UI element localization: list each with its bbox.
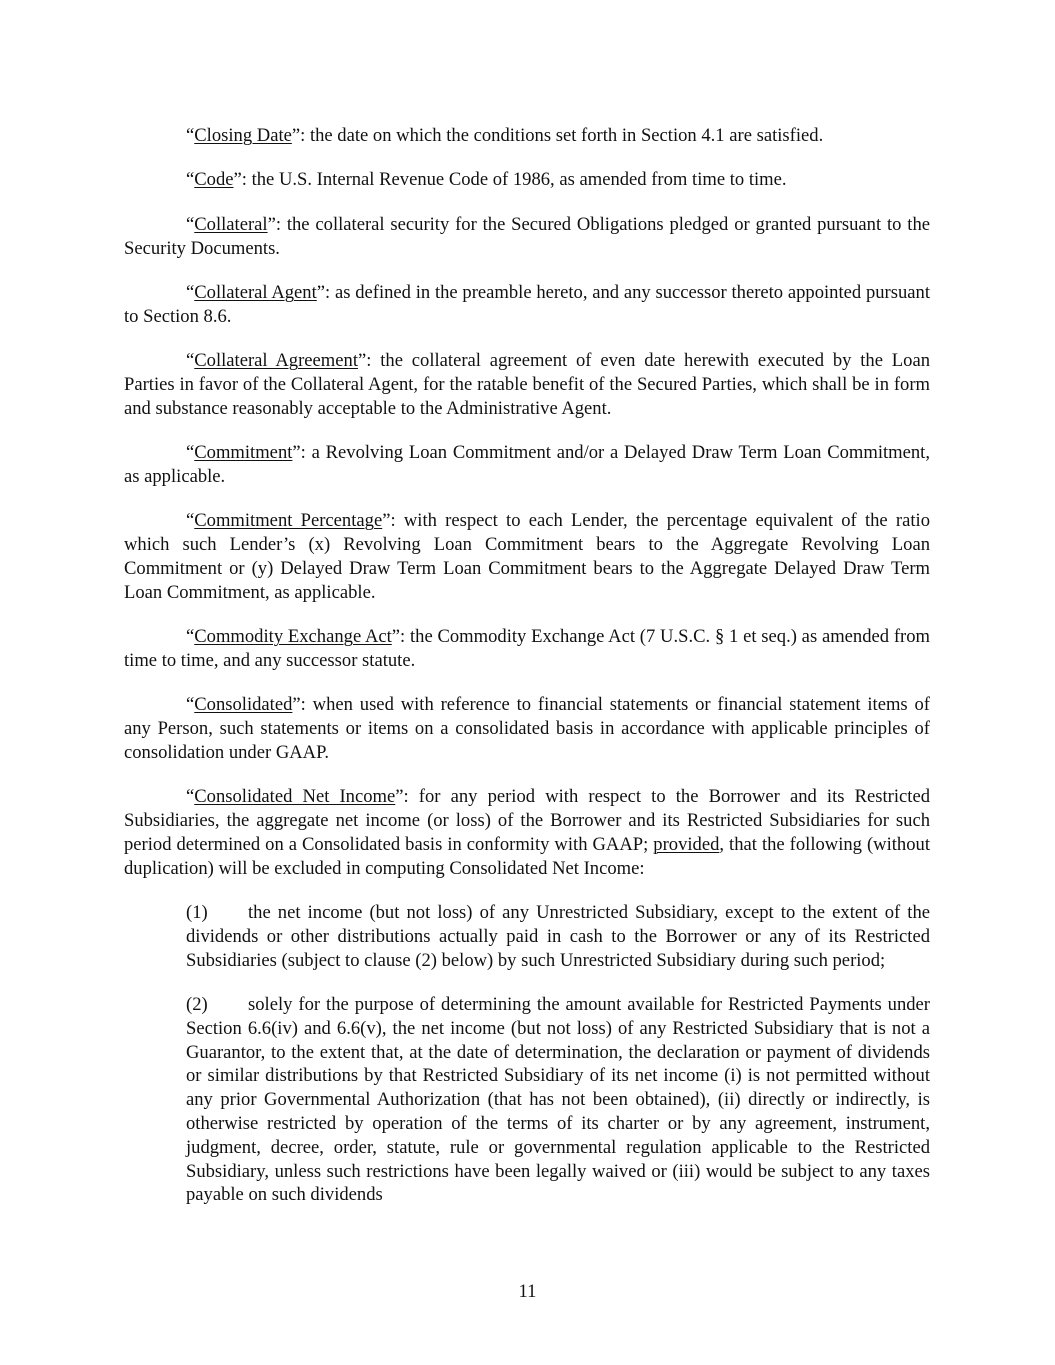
definition-text: ”: the date on which the conditions set forth in Section 4.1 are satisfied.: [291, 125, 824, 146]
definition-text: ”: the U.S. Internal Revenue Code of 1986, as amended from time to time.: [233, 169, 787, 191]
definition-collateral: “Collateral”: the collateral security for the Secured Obligations pledged or granted pursuant to the Security Documents.: [124, 213, 930, 259]
defined-term: Collateral Agent: [194, 281, 317, 303]
definition-code: “Code”: the U.S. Internal Revenue Code of 1986, as amended from time to time.: [186, 169, 787, 191]
defined-term: Collateral Agreement: [194, 350, 358, 372]
clause-number: (2): [186, 994, 208, 1016]
definition-closing-date: “Closing Date”: the date on which the conditions set forth in Section 4.1 are satisfied.: [186, 125, 824, 146]
defined-term: Commitment Percentage: [194, 510, 383, 532]
definition-consolidated: “Consolidated”: when used with reference to financial statements or financial statement items of any Person, such statements or items on a consolidated basis in accordance with applicable principles of consolidation under GAAP.: [124, 694, 930, 763]
definition-commitment-percentage: “Commitment Percentage”: with respect to each Lender, the percentage equivalent of the ratio which such Lender’s (x) Revolving Loan Commitment bears to the Aggregate Revolving Loan Commitment or (y) Delayed Draw Term Loan Commitment bears to the Aggregate Delayed Draw Term Loan Commitment, as applicable.: [124, 510, 930, 603]
defined-term: Code: [194, 169, 234, 191]
clause-2: [186, 993, 930, 1207]
definition-text: ”: when used with reference to financial statements or financial statement items of any Person, such statements or items on a consolidated basis in accordance with applicable principles of consolidation under GAAP.: [124, 694, 930, 763]
definition-text: ”: as defined in the preamble hereto, and any successor thereto appointed pursuant to Section 8.6.: [124, 281, 930, 327]
definition-text: ”: the collateral security for the Secured Obligations pledged or granted pursuant to the Security Documents.: [124, 213, 930, 259]
definition-text: ”: with respect to each Lender, the percentage equivalent of the ratio which such Lender’s (x) Revolving Loan Commitment bears to the Aggregate Revolving Loan Commitment or (y) Delayed Draw Term Loan Commitment bears to the Aggregate Delayed Draw Term Loan Commitment, as applicable.: [124, 510, 930, 603]
clause-number: (1): [186, 902, 208, 924]
clause-text: solely for the purpose of determining the amount available for Restricted Payments under Section 6.6(iv) and 6.6(v), the net income (but not loss) of any Restricted Subsidiary that is not a Guarantor, to the extent that, at the date of determination, the declaration or payment of dividends or similar distributions by that Restricted Subsidiary of its net income (i) is not permitted without any prior Governmental Authorization (that has not been obtained), (ii) directly or indirectly, is otherwise restricted by operation of the terms of its charter or by any agreement, instrument, judgment, decree, order, statute, rule or governmental regulation applicable to the Restricted Subsidiary, unless such restrictions have been legally waived or (iii) would be subject to any taxes payable on such dividends: [186, 994, 930, 1206]
definition-collateral-agreement: “Collateral Agreement”: the collateral agreement of even date herewith executed by the Loan Parties in favor of the Collateral Agent, for the ratable benefit of the Secured Parties, which shall be in form and substance reasonably acceptable to the Administrative Agent.: [124, 350, 930, 419]
definition-commodity-exchange-act: “Commodity Exchange Act”: the Commodity Exchange Act (7 U.S.C. § 1 et seq.) as amended from time to time, and any successor statute.: [124, 626, 930, 671]
provided-keyword: provided: [653, 833, 720, 855]
definition-text: ”: the collateral agreement of even date herewith executed by the Loan Parties in favor of the Collateral Agent, for the ratable benefit of the Secured Parties, which shall be in form and substance reasonably acceptable to the Administrative Agent.: [124, 350, 930, 419]
clause-text: the net income (but not loss) of any Unrestricted Subsidiary, except to the extent of the dividends or other distributions actually paid in cash to the Borrower or any of its Restricted Subsidiaries (subject to clause (2) below) by such Unrestricted Subsidiary during such period;: [186, 902, 930, 971]
defined-term: Collateral: [194, 213, 268, 235]
definition-commitment: “Commitment”: a Revolving Loan Commitment and/or a Delayed Draw Term Loan Commitment, as applicable.: [124, 442, 930, 487]
definition-collateral-agent: “Collateral Agent”: as defined in the preamble hereto, and any successor thereto appointed pursuant to Section 8.6.: [124, 281, 930, 327]
clause-1: [186, 901, 930, 972]
page-number: 11: [518, 1281, 537, 1302]
definition-text: ”: the Commodity Exchange Act (7 U.S.C. § 1 et seq.) as amended from time to time, and any successor statute.: [124, 626, 930, 671]
defined-term: Commitment: [194, 442, 293, 464]
definition-text: ”: a Revolving Loan Commitment and/or a Delayed Draw Term Loan Commitment, as applicable.: [124, 442, 930, 487]
defined-term: Consolidated: [194, 694, 293, 716]
defined-term: Closing Date: [194, 125, 292, 146]
document-page: [124, 124, 930, 1228]
definition-consolidated-net-income: “Consolidated Net Income”: for any period with respect to the Borrower and its Restricted Subsidiaries, the aggregate net income (or loss) of the Borrower and its Restricted Subsidiaries for such period determined on a Consolidated basis in conformity with GAAP; provided, that the following (without duplication) will be excluded in computing Consolidated Net Income:: [124, 786, 930, 879]
definition-text: ”: for any period with respect to the Borrower and its Restricted Subsidiaries, the aggregate net income (or loss) of the Borrower and its Restricted Subsidiaries for such period determined on a Consolidated basis in conformity with GAAP;: [124, 786, 930, 855]
defined-term: Consolidated Net Income: [194, 786, 396, 808]
defined-term: Commodity Exchange Act: [194, 626, 392, 648]
definition-text-continued: , that the following (without duplication) will be excluded in computing Consolidated Net Income:: [124, 833, 930, 879]
